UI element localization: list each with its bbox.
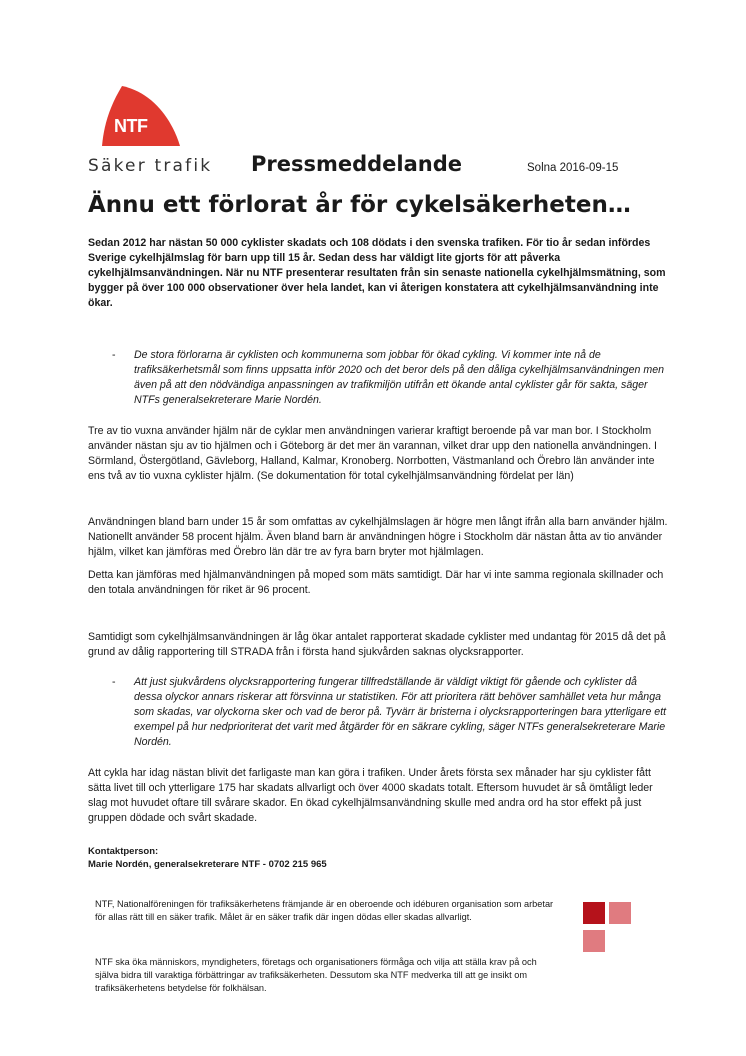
body-paragraph: Detta kan jämföras med hjälmanvändningen på moped som mäts samtidigt. Där har vi inte samma regionala skillnader och den totala användningen för riket är 96 procent. — [88, 569, 664, 597]
body-paragraph: Användningen bland barn under 15 år som omfattas av cykelhjälmslagen är högre men långt ifrån alla barn använder hjälm. Nationellt använder 58 procent hjälm. Även bland barn är användningen högre i Stockholm där nästan åtta av tio använder hjälm, vilket kan jämföras med Örebro län där tre av fyra barn bryter mot hjälmlagen. — [88, 516, 668, 559]
document-type: Pressmeddelande — [251, 152, 463, 176]
dash-bullet: - — [112, 349, 116, 361]
body-paragraph: Samtidigt som cykelhjälmsanvändningen är låg ökar antalet rapporterat skadade cyklister med undantag för 2015 då det på grund av dålig rapportering till STRADA från i första hand sjukvården saknas olycksrapporter. — [88, 631, 666, 659]
quote-text: Att just sjukvårdens olycksrapportering fungerar tillfredställande är väldigt viktigt för gående och cyklister då dessa olyckor annars riskerar att försvinna ur statistiken. För att prioritera rätt behöver samhället veta hur många som skadas, var olyckorna sker och vad de beror på. Tyvärr är bristerna i olycksrapporteringen bara ytterligare ett exempel på hur nedprioriterat det varit med åtgärder för en säkrare cykling, säger NTFs generalsekreterare Marie Nordén. — [134, 676, 667, 749]
page-title: Ännu ett förlorat år för cykelsäkerheten… — [88, 192, 631, 218]
footer-mission: NTF ska öka människors, myndigheters, företags och organisationers förmåga och vilja att ställa krav på och själva bidra till varaktiga förbättringar av trafiksäkerheten. Dessutom ska NTF medverka till att ge insikt om trafiksäkerhetens betydelse för folkhälsan. — [95, 957, 537, 993]
quote-text: De stora förlorarna är cyklisten och kommunerna som jobbar för ökad cykling. Vi kommer inte nå de trafiksäkerhetsmål som finns uppsatta inför 2020 och det beror dels på den dåliga cykelhjälmsanvändningen men även på att den nödvändiga anpassningen av trafikmiljön utifrån ett ökande antal cyklister går för sakta, säger NTFs generalsekreterare Marie Nordén. — [134, 349, 664, 407]
logo-tagline: Säker trafik — [88, 156, 213, 176]
contact-section — [88, 845, 327, 871]
brand-squares-icon — [583, 902, 635, 954]
square-light — [583, 930, 605, 952]
footer-about: NTF, Nationalföreningen för trafiksäkerhetens främjande är en oberoende och idéburen organisation som arbetar för allas rätt till en säker trafik. Målet är en säker trafik där ingen dödas eller skadas allvarligt. — [95, 899, 554, 922]
square-dark — [583, 902, 605, 924]
lead-paragraph: Sedan 2012 har nästan 50 000 cyklister skadats och 108 dödats i den svenska trafiken. För tio år sedan infördes Sverige cykelhjälmslag för barn upp till 15 år. Sedan dess har väldigt lite gjorts för att påverka cykelhjälmsanvändningen. När nu NTF presenterar resultaten från sin senaste nationella cykelhjälmsmätning, som bygger på över 100 000 observationer över hela landet, kan vi återigen konstatera att cykelhjälmsanvändning inte ökar. — [88, 237, 666, 310]
quote-block — [112, 348, 668, 408]
body-paragraph: Tre av tio vuxna använder hjälm när de cyklar men användningen varierar kraftigt beroende på var man bor. I Stockholm använder nästan sju av tio hjälmen och i Göteborg är det mer än varannan, vilket drar upp den nationella användningen. I Sörmland, Östergötland, Gävleborg, Halland, Kalmar, Kronoberg. Norrbotten, Västmanland och Örebro län använder inte ens två av tio vuxna cyklister hjälm. (Se dokumentation för total cykelhjälmsanvändning fördelat per län) — [88, 425, 657, 483]
dash-bullet: - — [112, 676, 116, 688]
contact-heading: Kontaktperson: — [88, 846, 159, 857]
contact-person: Marie Nordén, generalsekreterare NTF - 0702 215 965 — [88, 859, 327, 870]
square-light — [609, 902, 631, 924]
document-date: Solna 2016-09-15 — [527, 162, 619, 174]
body-paragraph: Att cykla har idag nästan blivit det farligaste man kan göra i trafiken. Under årets första sex månader har sju cyklister fått sätta livet till och ytterligare 175 har skadats allvarligt och över 4000 skadats totalt. Eftersom huvudet är så ömtåligt leder slag mot huvudet oftare till svårare skador. En ökad cykelhjälmsanvändning skulle med andra ord ha stor effekt på just gruppen dödade och svårt skadade. — [88, 767, 653, 825]
quote-block — [112, 675, 668, 750]
logo-text: NTF — [114, 116, 148, 136]
